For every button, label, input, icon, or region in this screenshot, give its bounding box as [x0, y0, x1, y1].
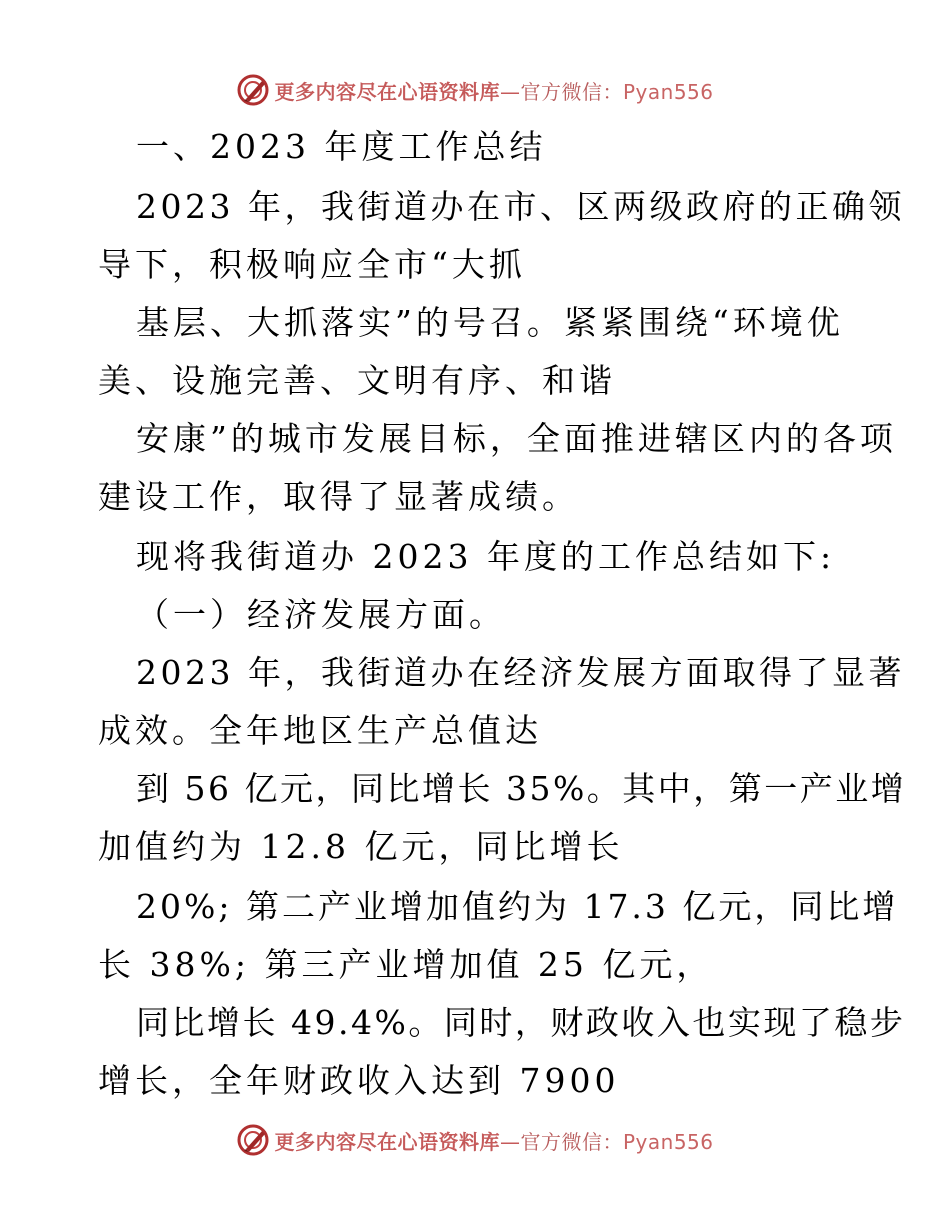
banner-main-text: 更多内容尽在心语资料库 — [274, 79, 500, 104]
banner-text — [274, 1126, 713, 1155]
banner-wechat-id: Pyan556 — [622, 79, 714, 104]
subsection-heading: （一）经济发展方面。 — [136, 595, 506, 634]
banner-wechat-label: 官方微信： — [520, 1129, 623, 1154]
body-line: 建设工作，取得了显著成绩。 — [98, 477, 579, 516]
banner-dash: — — [499, 79, 521, 104]
footer-watermark-banner — [0, 1120, 950, 1160]
body-line: 基层、大抓落实”的号召。紧紧围绕“环境优 — [136, 303, 844, 342]
body-line: 增长，全年财政收入达到 7900 — [98, 1061, 620, 1100]
banner-main-text: 更多内容尽在心语资料库 — [274, 1129, 500, 1154]
body-line: 安康”的城市发展目标，全面推进辖区内的各项 — [136, 419, 897, 458]
body-line: 同比增长 49.4%。同时，财政收入也实现了稳步 — [136, 1003, 906, 1042]
body-line: 2023 年，我街道办在经济发展方面取得了显著 — [136, 653, 905, 692]
logo-icon — [236, 1123, 270, 1157]
body-line: 长 38%; 第三产业增加值 25 亿元， — [98, 945, 714, 984]
body-line: 成效。全年地区生产总值达 — [98, 711, 542, 750]
banner-wechat-id: Pyan556 — [622, 1129, 714, 1154]
body-line: 美、设施完善、文明有序、和谐 — [98, 361, 616, 400]
body-line: 2023 年，我街道办在市、区两级政府的正确领 — [136, 187, 905, 226]
body-line: 加值约为 12.8 亿元，同比增长 — [98, 827, 624, 866]
body-line: 导下，积极响应全市“大抓 — [98, 245, 526, 284]
banner-dash: — — [499, 1129, 521, 1154]
banner-wechat-label: 官方微信： — [520, 79, 623, 104]
section-heading: 一、2023 年度工作总结 — [136, 127, 547, 166]
body-line: 到 56 亿元，同比增长 35%。其中，第一产业增 — [136, 769, 907, 808]
body-line: 现将我街道办 2023 年度的工作总结如下: — [136, 537, 836, 576]
body-line: 20%; 第二产业增加值约为 17.3 亿元，同比增 — [136, 887, 899, 926]
